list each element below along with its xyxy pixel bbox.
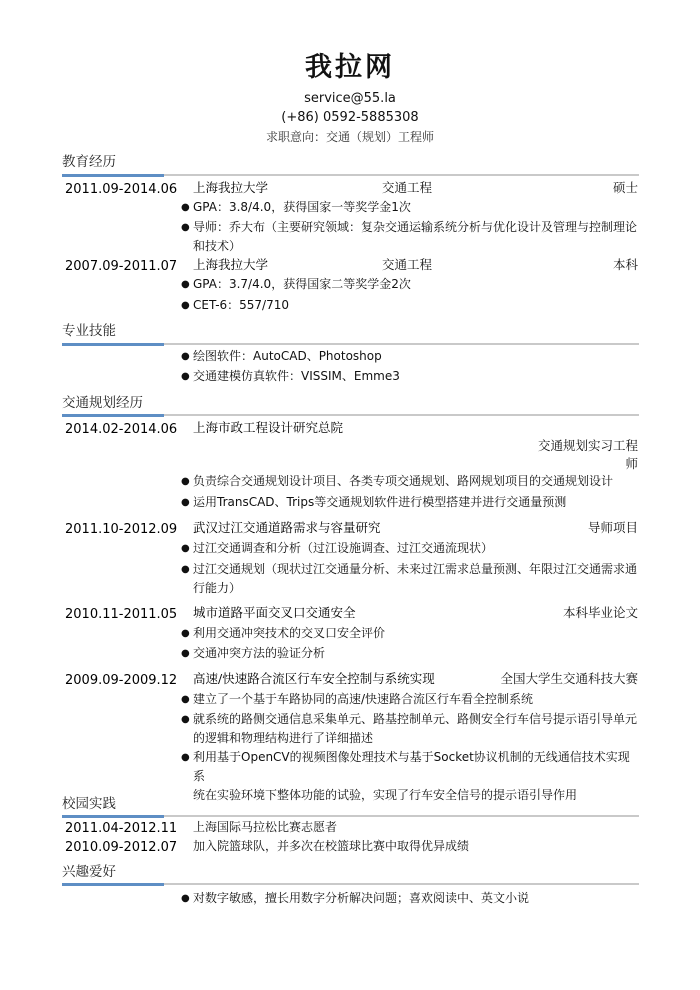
- entry-date: 2011.04-2012.11: [65, 821, 178, 836]
- section-accent: [62, 414, 164, 417]
- list-item: ● GPA：3.7/4.0，获得国家二等奖学金2次: [193, 275, 638, 294]
- section-divider: [62, 174, 639, 176]
- bullet-dot-icon: ●: [181, 628, 190, 639]
- section-divider: [62, 414, 639, 416]
- entry-org: 城市道路平面交叉口交通安全: [193, 605, 356, 620]
- list-item: ● 过江交通规划（现状过江交通量分析、未来过江需求总量预测、年限过江交通需求通 行能力）: [181, 562, 638, 595]
- bullet-dot-icon: ●: [181, 893, 190, 904]
- contact-email: service@55.la: [304, 91, 396, 106]
- entry-text: 上海国际马拉松比赛志愿者: [193, 820, 338, 834]
- entry-major: 交通工程: [382, 180, 433, 195]
- entry-role: 本科毕业论文: [562, 605, 638, 620]
- list-item: ● 就系统的路侧交通信息采集单元、路基控制单元、路侧安全行车信号提示语引导单元 的逻辑和物理结构进行了详细描述: [181, 712, 638, 745]
- entry-school: 上海我拉大学: [193, 257, 269, 272]
- section-accent: [62, 343, 164, 346]
- list-item: ● 对数字敏感，擅长用数字分析解决问题；喜欢阅读中、英文小说: [193, 889, 638, 908]
- job-objective: 求职意向：交通（规划）工程师: [265, 130, 434, 144]
- section-title-hobbies: 兴趣爱好: [62, 864, 116, 880]
- section-title-education: 教育经历: [62, 154, 116, 170]
- section-accent: [62, 815, 164, 818]
- section-title-skills: 专业技能: [62, 323, 116, 339]
- bullet-dot-icon: ●: [181, 648, 190, 659]
- section-divider: [62, 883, 639, 885]
- entry-school: 上海我拉大学: [193, 180, 269, 195]
- entry-org: 上海市政工程设计研究总院: [193, 420, 344, 435]
- entry-org: 高速/快速路合流区行车安全控制与系统实现: [193, 671, 435, 686]
- bullet-dot-icon: ●: [181, 476, 190, 487]
- bullet-dot-icon: ●: [181, 694, 190, 705]
- bullet-dot-icon: ●: [181, 543, 190, 554]
- section-divider: [62, 343, 639, 345]
- bullet-dot-icon: ●: [181, 279, 190, 290]
- entry-date: 2010.11-2011.05: [65, 607, 178, 622]
- entry-org: 武汉过江交通道路需求与容量研究: [193, 520, 381, 535]
- entry-role: 全国大学生交通科技大赛: [500, 671, 638, 686]
- section-title-campus: 校园实践: [62, 796, 116, 812]
- bullet-dot-icon: ●: [181, 222, 190, 233]
- bullet-dot-icon: ●: [181, 497, 190, 508]
- section-title-experience: 交通规划经历: [62, 395, 143, 411]
- bullet-dot-icon: ●: [181, 351, 190, 362]
- entry-role: 导师项目: [587, 520, 638, 535]
- list-item: ● 运用TransCAD、Trips等交通规划软件进行模型搭建并进行交通量预测: [193, 493, 638, 512]
- list-item: ● 交通冲突方法的验证分析: [193, 644, 638, 663]
- entry-date: 2014.02-2014.06: [65, 422, 178, 437]
- entry-text: 加入院篮球队，并多次在校篮球比赛中取得优异成绩: [193, 839, 470, 853]
- list-item: ● 利用基于OpenCV的视频图像处理技术与基于Socket协议机制的无线通信技术实现系 统在实验环境下整体功能的试验，实现了行车安全信号的提示语引导作用: [181, 750, 630, 802]
- entry-date: 2011.10-2012.09: [65, 522, 178, 537]
- list-item: ● 导师：乔大布（主要研究领域：复杂交通运输系统分析与优化设计及管理与控制理论 和技术）: [181, 220, 638, 253]
- list-item: ● 交通建模仿真软件：VISSIM、Emme3: [193, 367, 638, 386]
- list-item: ● 绘图软件：AutoCAD、Photoshop: [193, 347, 638, 366]
- entry-date: 2007.09-2011.07: [65, 259, 178, 274]
- entry-degree: 硕士: [612, 180, 638, 195]
- list-item: ● 利用交通冲突技术的交叉口安全评价: [193, 624, 638, 643]
- bullet-dot-icon: ●: [181, 202, 190, 213]
- bullet-dot-icon: ●: [181, 752, 190, 763]
- bullet-dot-icon: ●: [181, 714, 190, 725]
- list-item: ● GPA：3.8/4.0，获得国家一等奖学金1次: [193, 198, 638, 217]
- entry-degree: 本科: [612, 257, 638, 272]
- list-item: ● 过江交通调查和分析（过江设施调查、过江交通流现状）: [193, 539, 638, 558]
- section-accent: [62, 883, 164, 886]
- list-item: ● CET-6：557/710: [193, 296, 638, 315]
- entry-date: 2011.09-2014.06: [65, 182, 178, 197]
- resume-name: 我拉网: [305, 52, 395, 83]
- entry-role: 交通规划实习工程 师: [537, 438, 638, 471]
- bullet-dot-icon: ●: [181, 300, 190, 311]
- entry-date: 2009.09-2009.12: [65, 673, 178, 688]
- bullet-dot-icon: ●: [181, 371, 190, 382]
- section-accent: [62, 174, 164, 177]
- list-item: ● 负责综合交通规划设计项目、各类专项交通规划、路网规划项目的交通规划设计: [193, 472, 638, 491]
- list-item: ● 建立了一个基于车路协同的高速/快速路合流区行车看全控制系统: [193, 690, 638, 709]
- contact-phone: (+86) 0592-5885308: [281, 110, 419, 125]
- section-divider: [62, 815, 639, 817]
- entry-date: 2010.09-2012.07: [65, 840, 178, 855]
- entry-major: 交通工程: [382, 257, 433, 272]
- bullet-dot-icon: ●: [181, 564, 190, 575]
